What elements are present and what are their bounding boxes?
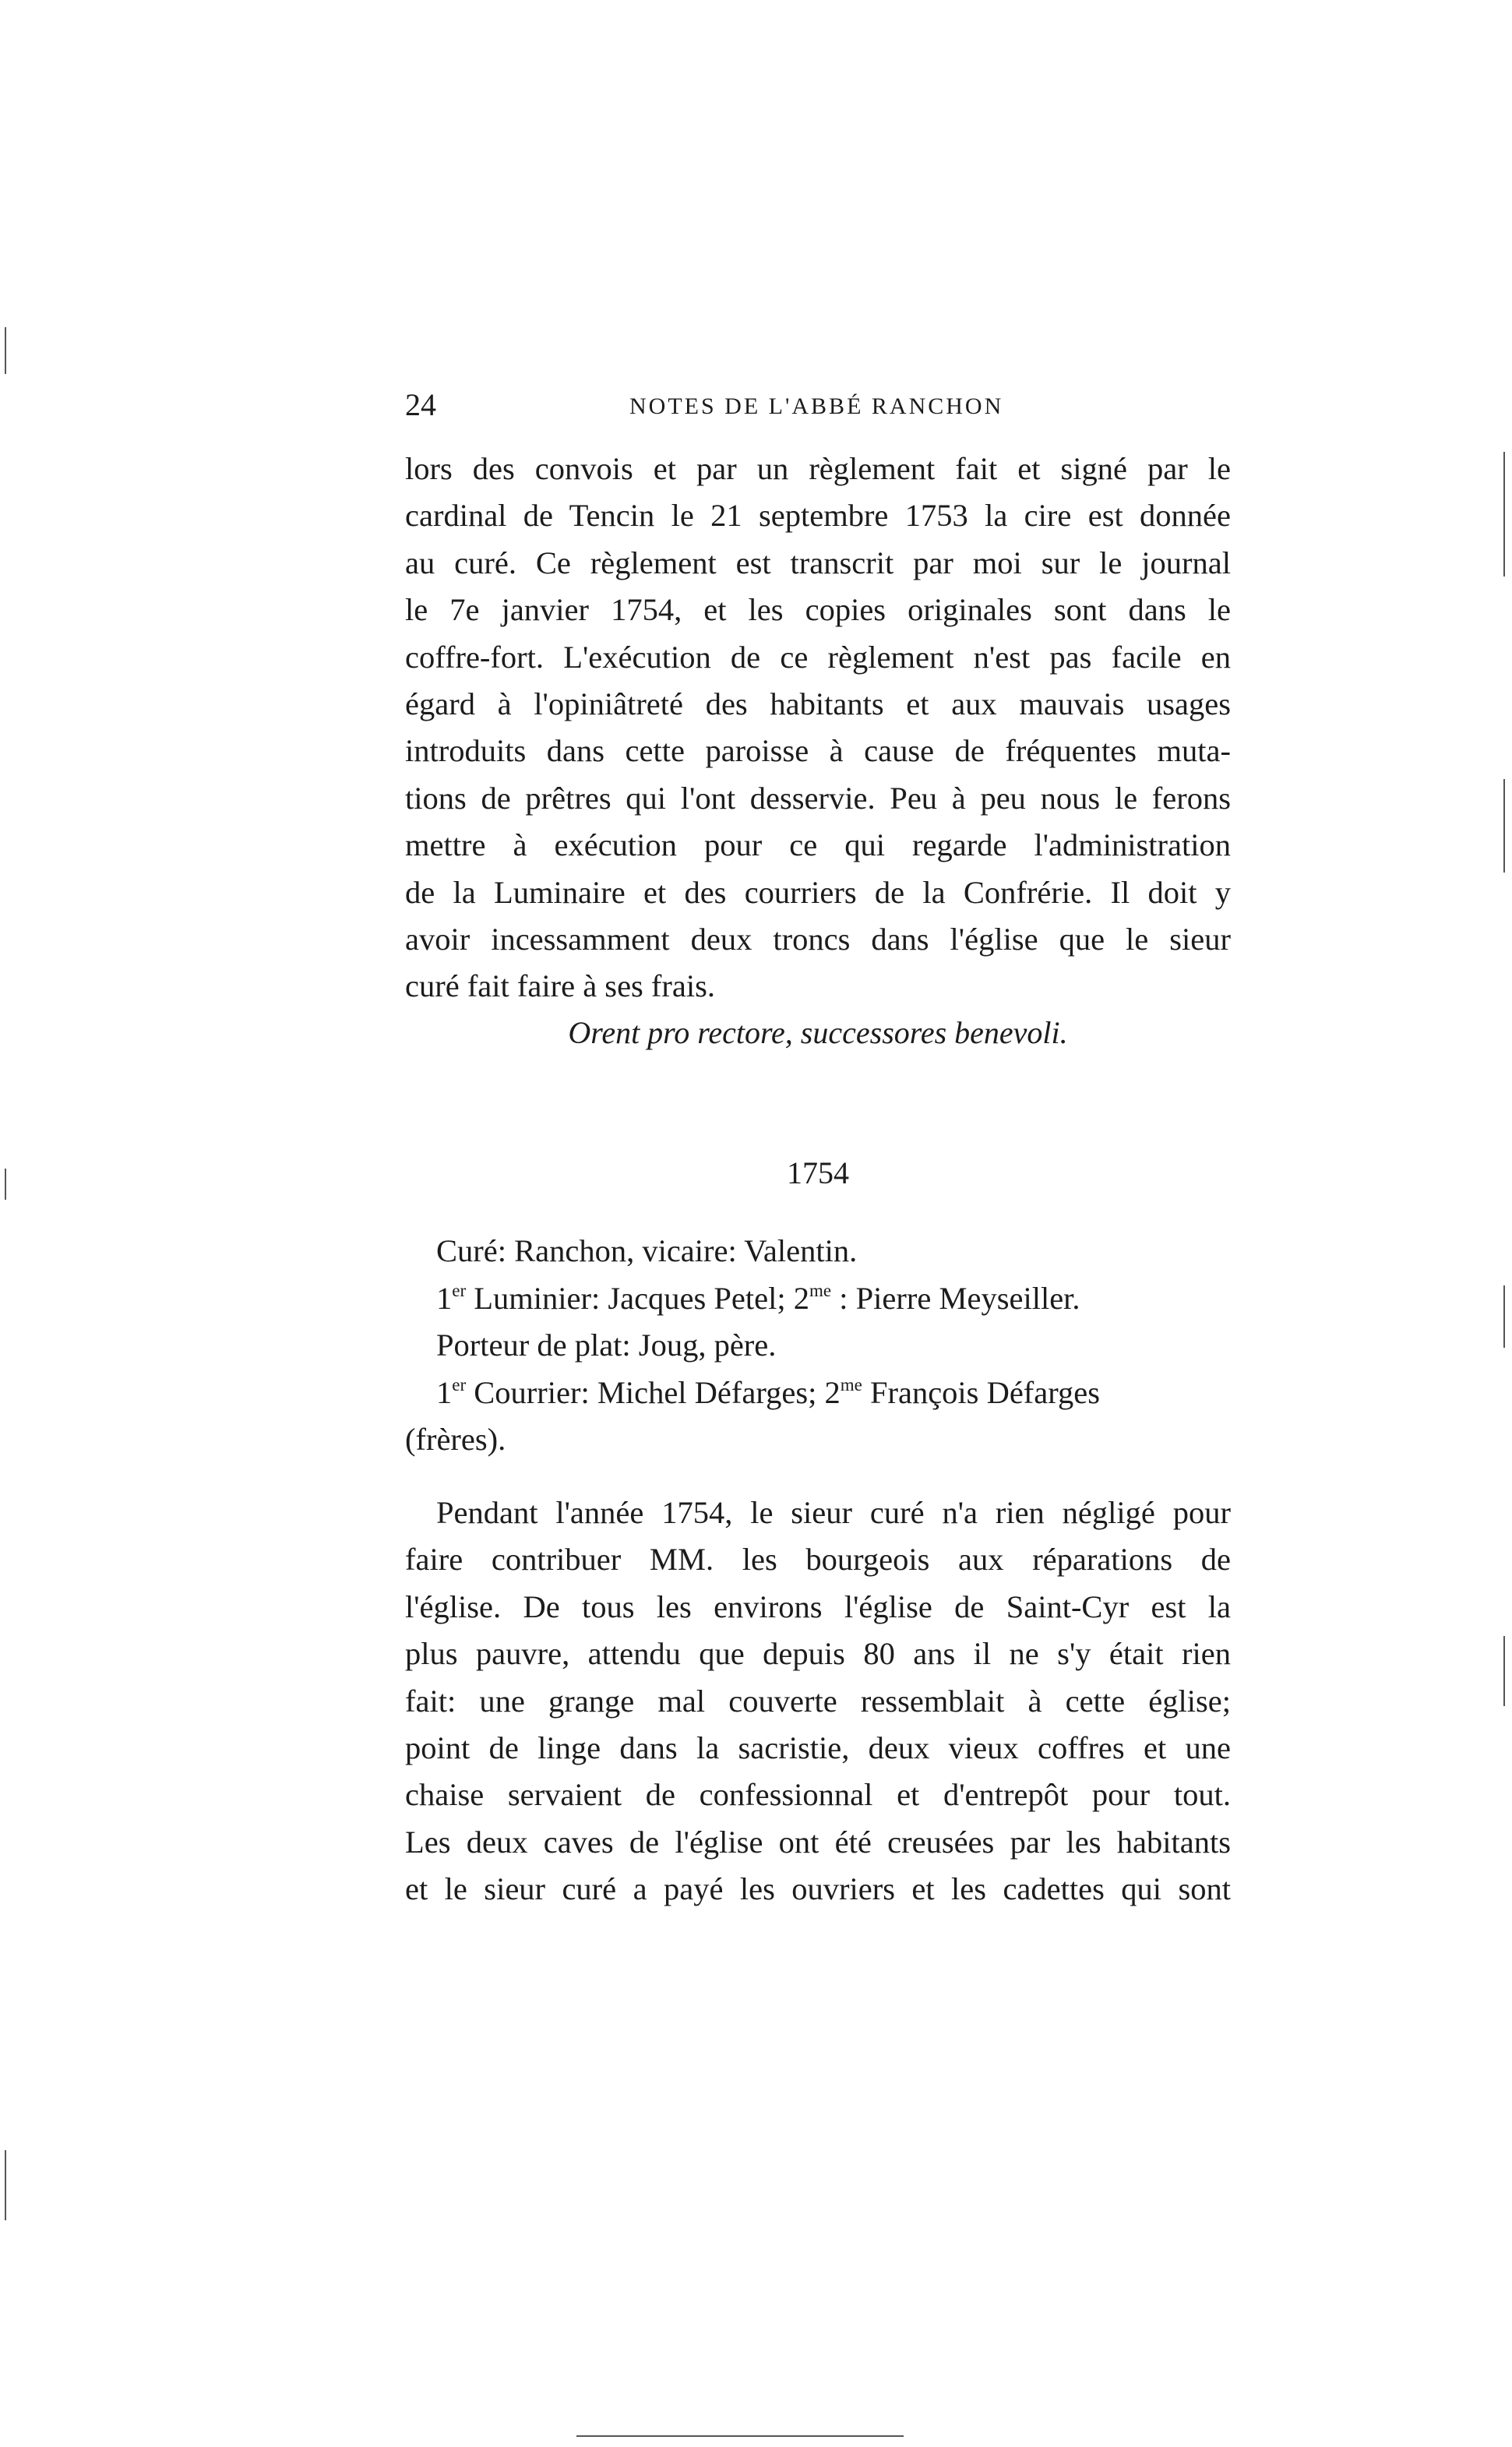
ordinal-suffix: er: [452, 1280, 467, 1300]
text-line: l'église. De tous les environs l'église de Saint-Cyr est la: [405, 1588, 1231, 1624]
text-line: introduits dans cette paroisse à cause de fréquentes muta-: [405, 733, 1231, 769]
scan-artifact: [1503, 1636, 1505, 1706]
text-line: égard à l'opiniâtreté des habitants et aux mauvais usages: [405, 686, 1231, 722]
luminier-text: : Pierre Meyseiller.: [831, 1280, 1080, 1316]
text-line: chaise servaient de confessionnal et d'entrepôt pour tout.: [405, 1777, 1231, 1813]
courrier-continuation: (frères).: [405, 1422, 506, 1457]
paragraph-annee-1754: [405, 1490, 1231, 1913]
text-line: Les deux caves de l'église ont été creusées par les habitants: [405, 1824, 1231, 1860]
ordinal-suffix: me: [809, 1280, 832, 1300]
text-line: fait: une grange mal couverte ressemblait à cette église;: [405, 1683, 1231, 1719]
scan-artifact: [576, 2435, 904, 2437]
courrier-text: François Défarges: [862, 1374, 1100, 1410]
text-line: avoir incessamment deux troncs dans l'église que le sieur: [405, 922, 1231, 957]
scan-artifact: [5, 1169, 6, 1200]
text-line: coffre-fort. L'exécution de ce règlement n'est pas facile en: [405, 639, 1231, 675]
porteur-line: Porteur de plat: Joug, père.: [436, 1328, 777, 1363]
cure-line: Curé: Ranchon, vicaire: Valentin.: [436, 1233, 858, 1268]
ordinal-number: 2: [793, 1280, 810, 1316]
text-line: au curé. Ce règlement est transcrit par moi sur le journal: [405, 545, 1231, 580]
ordinal-suffix: er: [452, 1374, 467, 1395]
luminier-text: Luminier: Jacques Petel;: [466, 1280, 794, 1316]
scan-artifact: [1503, 1285, 1505, 1348]
scan-artifact: [5, 327, 6, 374]
text-line: point de linge dans la sacristie, deux vieux coffres et une: [405, 1730, 1231, 1766]
ordinal-suffix: me: [840, 1374, 862, 1395]
paragraph-convois: [405, 446, 1231, 1010]
text-line: lors des convois et par un règlement fait et signé par le: [405, 451, 1231, 486]
text-line: plus pauvre, attendu que depuis 80 ans il ne s'y était rien: [405, 1636, 1231, 1672]
scan-artifact: [1503, 779, 1505, 873]
running-head: [405, 383, 1231, 427]
ordinal-number: 1: [436, 1374, 453, 1410]
text-line: de la Luminaire et des courriers de la Confrérie. Il doit y: [405, 874, 1231, 910]
latin-motto: Orent pro rectore, successores benevoli.: [568, 1015, 1068, 1050]
scan-artifact: [1503, 452, 1505, 576]
text-line: Pendant l'année 1754, le sieur curé n'a rien négligé pour: [436, 1495, 1231, 1530]
text-line: faire contribuer MM. les bourgeois aux réparations de: [405, 1542, 1231, 1578]
ordinal-number: 2: [824, 1374, 841, 1410]
page-number: 24: [405, 387, 436, 422]
ordinal-number: 1: [436, 1280, 453, 1316]
running-title: NOTES DE L'ABBÉ RANCHON: [629, 393, 1004, 419]
text-line: le 7e janvier 1754, et les copies originales sont dans le: [405, 592, 1231, 628]
text-line: curé fait faire à ses frais.: [405, 968, 716, 1004]
luminier-line: [405, 1275, 1231, 1323]
text-line: mettre à exécution pour ce qui regarde l'administration: [405, 827, 1231, 863]
scan-artifact: [5, 2150, 6, 2220]
text-line: tions de prêtres qui l'ont desservie. Peu à peu nous le ferons: [405, 780, 1231, 816]
courrier-text: Courrier: Michel Défarges;: [466, 1374, 825, 1410]
text-line: et le sieur curé a payé les ouvriers et les cadettes qui sont: [405, 1871, 1231, 1907]
officers-list: [405, 1228, 1231, 1464]
courrier-line: [405, 1370, 1231, 1417]
text-line: cardinal de Tencin le 21 septembre 1753 la cire est donnée: [405, 498, 1231, 534]
year-heading: 1754: [787, 1155, 849, 1190]
